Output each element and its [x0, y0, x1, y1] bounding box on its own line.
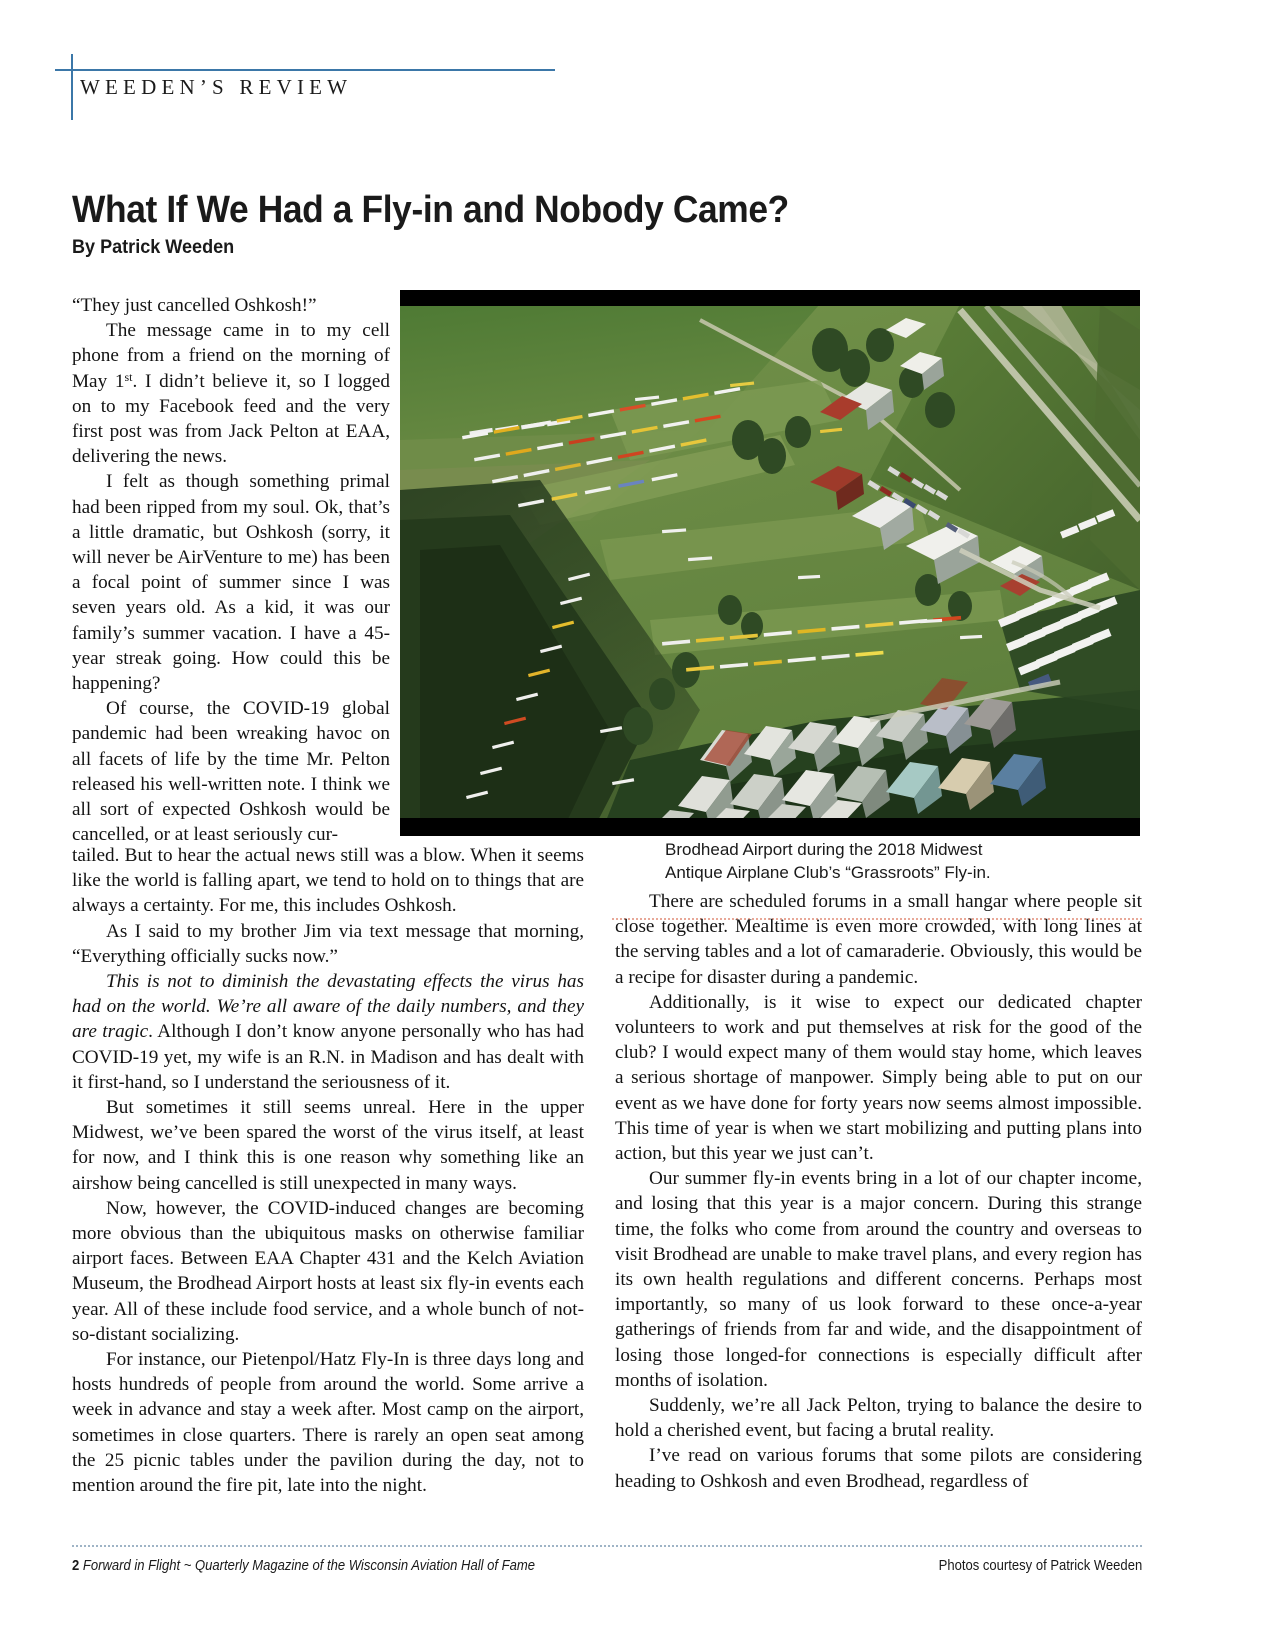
footer-left [72, 1558, 535, 1574]
photo-caption-line1: Brodhead Airport during the 2018 Midwest [665, 840, 983, 859]
footer-divider [72, 1545, 1142, 1547]
byline: By Patrick Weeden [72, 237, 235, 258]
body-paragraph: Our summer fly-in events bring in a lot of our chapter income, and losing that this year is a major concern. During this strange time, the folks who come from around the country and overseas to visit Brodhead are unable to make travel plans, and every region has its own health regulations and different concerns. Perhaps most importantly, so many of us look forward to these once-a-year gatherings of friends from far and wide, and the disappointment of losing those longed-for connections is especially difficult after months of isolation. [615, 1168, 1142, 1391]
aerial-airport-illustration [400, 290, 1140, 836]
body-column-right [615, 889, 1142, 1494]
body-column-narrow [72, 293, 390, 847]
body-paragraph: But sometimes it still seems unreal. Here in the upper Midwest, we’ve been spared the worst of the virus itself, at least for now, and I think this is one reason why something like an airshow being cancelled is still unexpected in many ways. [72, 1097, 584, 1194]
body-paragraph: For instance, our Pietenpol/Hatz Fly-In is three days long and hosts hundreds of people from around the world. Some arrive a week in advance and stay a week after. Most camp on the airport, sometimes in close quarters. There is rarely an open seat among the 25 picnic tables under the pavilion during the day, not to mention around the fire pit, late into the night. [72, 1349, 584, 1497]
magazine-name: Forward in Flight ~ Quarterly Magazine of the Wisconsin Aviation Hall of Fame [82, 1558, 536, 1574]
body-paragraph: Suddenly, we’re all Jack Pelton, trying to balance the desire to hold a cherished event, but facing a brutal reality. [615, 1395, 1142, 1442]
body-paragraph: Now, however, the COVID-induced changes are becoming more obvious than the ubiquitous masks on otherwise familiar airport faces. Between EAA Chapter 431 and the Kelch Aviation Museum, the Brodhead Airport hosts at least six fly-in events each year. All of these include food service, and a whole bunch of not-so-distant socializing. [72, 1197, 584, 1345]
article-photo [400, 290, 1140, 836]
body-paragraph: tailed. But to hear the actual news still was a blow. When it seems like the world is falling apart, we tend to hold on to things that are always a certainty. For me, this includes Oshkosh. [72, 845, 584, 917]
body-column-left [72, 843, 584, 1498]
photo-credit: Photos courtesy of Patrick Weeden [938, 1558, 1142, 1574]
body-paragraph: This is not to diminish the devastating effects the virus has had on the world. We’re all aware of the daily numbers, and they are tragic. Although I don’t know anyone personally who has had COVID-19 yet, my wife is an R.N. in Madison and has dealt with it first-hand, so I understand the seriousness of it. [72, 971, 584, 1093]
body-paragraph: Of course, the COVID-19 global pandemic had been wreaking havoc on all facets of life by the time Mr. Pelton released his well-written note. I think we all sort of expected Oshkosh would be cancelled, or at least seriously cur- [72, 698, 390, 846]
header-rule-horizontal [55, 69, 555, 71]
body-paragraph: I’ve read on various forums that some pilots are considering heading to Oshkosh and even Brodhead, regardless of [615, 1445, 1142, 1492]
body-paragraph: The message came in to my cell phone from a friend on the morning of May 1st. I didn’t believe it, so I logged on to my Facebook feed and the very first post was from Jack Pelton at EAA, delivering the news. [72, 320, 391, 468]
body-paragraph: There are scheduled forums in a small hangar where people sit close together. Mealtime is even more crowded, with long lines at the serving tables and a lot of camaraderie. Obviously, this would be a recipe for disaster during a pandemic. [615, 891, 1142, 988]
header-rule-vertical [71, 54, 73, 120]
photo-caption [665, 838, 1135, 884]
photo-caption-line2: Antique Airplane Club’s “Grassroots” Fly-in. [665, 863, 991, 882]
section-kicker: WEEDEN’S REVIEW [80, 75, 353, 99]
page-title: What If We Had a Fly-in and Nobody Came? [72, 189, 789, 232]
body-paragraph: Additionally, is it wise to expect our dedicated chapter volunteers to work and put themselves at risk for the good of the club? I would expect many of them would stay home, which leaves a serious shortage of manpower. Simply being able to put on our event as we have done for forty years now seems almost impossible. This time of year is when we start mobilizing and putting plans into action, but this year we just can’t. [615, 991, 1142, 1165]
body-paragraph: “They just cancelled Oshkosh!” [72, 295, 317, 316]
body-paragraph: As I said to my brother Jim via text message that morning, “Everything officially sucks now.” [72, 920, 584, 967]
page-number: 2 [72, 1558, 80, 1574]
body-paragraph: I felt as though something primal had been ripped from my soul. Ok, that’s a little dramatic, but Oshkosh (sorry, it will never be AirVenture to me) has been a focal point of summer since I was seven years old. As a kid, it was our family’s summer vacation. I have a 45-year streak going. How could this be happening? [72, 471, 390, 695]
